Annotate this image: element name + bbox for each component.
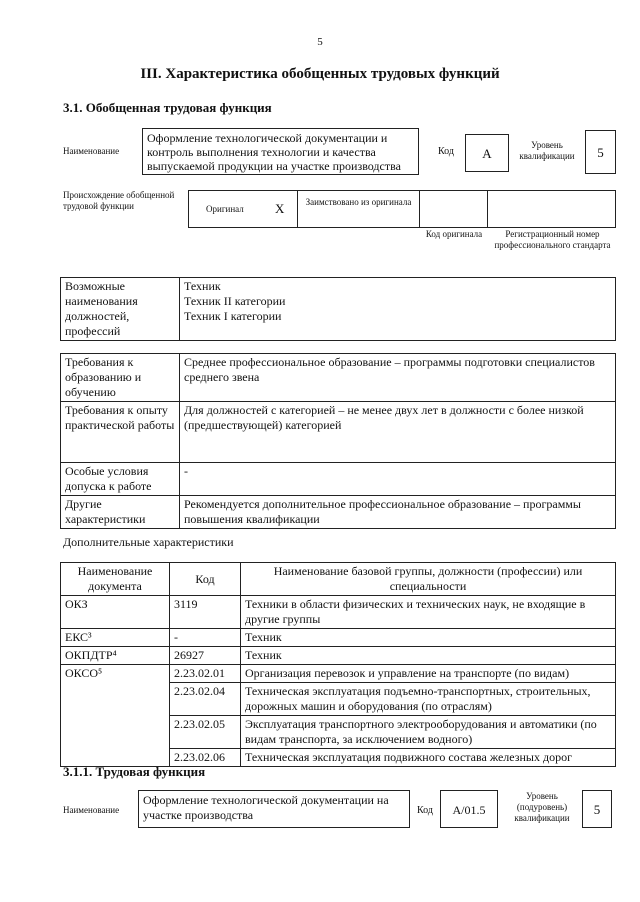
origin-original-cell [188,190,298,228]
tf-name-label: Наименование [63,805,120,815]
additional-doc: ОКСО⁵ [61,665,170,767]
additional-header-doc: Наименование документа [61,563,170,596]
gtf-code-label: Код [438,146,454,157]
additional-name: Техник [241,647,616,665]
table-row [61,665,616,683]
additional-doc: ОКЗ [61,596,170,629]
table-row [61,629,616,647]
additional-name: Техническая эксплуатация подвижного состава железных дорог [241,749,616,767]
additional-doc: ОКПДТР⁴ [61,647,170,665]
tf-name-value: Оформление технологической документации на участке производства [138,790,410,828]
additional-code: 2.23.02.06 [170,749,241,767]
additional-name: Организация перевозок и управление на транспорте (по видам) [241,665,616,683]
position-item: Техник II категории [184,294,286,308]
additional-code: 3119 [170,596,241,629]
req-other-value: Рекомендуется дополнительное профессиональное образование – программы повышения квалификации [180,496,616,529]
req-special-label: Особые условия допуска к работе [61,463,180,496]
req-other-label: Другие характеристики [61,496,180,529]
additional-name: Эксплуатация транспортного электрооборудования и автоматики (по видам транспорта, за исключением водного) [241,716,616,749]
table-row [61,596,616,629]
tf-level-label: Уровень (подуровень) квалификации [514,791,570,823]
additional-header-name: Наименование базовой группы, должности (профессии) или специальности [241,563,616,596]
positions-label: Возможные наименования должностей, профессий [61,278,180,341]
origin-original-mark: X [275,201,285,216]
additional-name: Техническая эксплуатация подъемно-транспортных, строительных, дорожных машин и оборудования (по отраслям) [241,683,616,716]
position-item: Техник [184,279,221,293]
additional-name: Техник [241,629,616,647]
position-item: Техник I категории [184,309,282,323]
origin-original-label: Оригинал [206,204,244,214]
origin-borrowed: Заимствовано из оригинала [297,190,420,228]
additional-name: Техники в области физических и технических наук, не входящие в другие группы [241,596,616,629]
positions-list [180,278,616,341]
tf-level-value: 5 [582,790,612,828]
req-special-value: - [180,463,616,496]
additional-code: 2.23.02.05 [170,716,241,749]
additional-table [60,562,616,767]
origin-reg-cell [487,190,616,228]
additional-code: 26927 [170,647,241,665]
additional-code: 2.23.02.01 [170,665,241,683]
additional-code: - [170,629,241,647]
req-education-label: Требования к образованию и обучению [61,354,180,402]
subsection-title: 3.1. Обобщенная трудовая функция [63,100,272,115]
gtf-name-value: Оформление технологической документации и контроль выполнения технологии и качества выпускаемой продукции на участке производства [142,128,419,175]
section-title: III. Характеристика обобщенных трудовых функций [140,66,500,82]
gtf-level-label: Уровень квалификации [519,140,575,161]
additional-title: Дополнительные характеристики [63,535,234,549]
positions-table [60,277,616,341]
tf-code-label: Код [417,805,433,816]
additional-doc: ЕКС³ [61,629,170,647]
gtf-name-label: Наименование [63,146,120,156]
additional-code: 2.23.02.04 [170,683,241,716]
gtf-code-value: А [465,134,509,172]
tf-code-value: A/01.5 [440,790,498,828]
requirements-table [60,353,616,529]
origin-code-cell [419,190,488,228]
req-experience-value: Для должностей с категорией – не менее двух лет в должности с более низкой (предшествующей) категорией [180,402,616,463]
additional-header-code: Код [170,563,241,596]
req-experience-label: Требования к опыту практической работы [61,402,180,463]
origin-reg-caption: Регистрационный номер профессионального стандарта [494,229,611,250]
tf-title: 3.1.1. Трудовая функция [63,764,206,779]
origin-label: Происхождение обобщенной трудовой функции [63,190,175,211]
page-number: 5 [317,36,323,48]
origin-code-caption: Код оригинала [425,229,483,239]
gtf-level-value: 5 [585,130,616,174]
table-row [61,647,616,665]
req-education-value: Среднее профессиональное образование – программы подготовки специалистов среднего звена [180,354,616,402]
